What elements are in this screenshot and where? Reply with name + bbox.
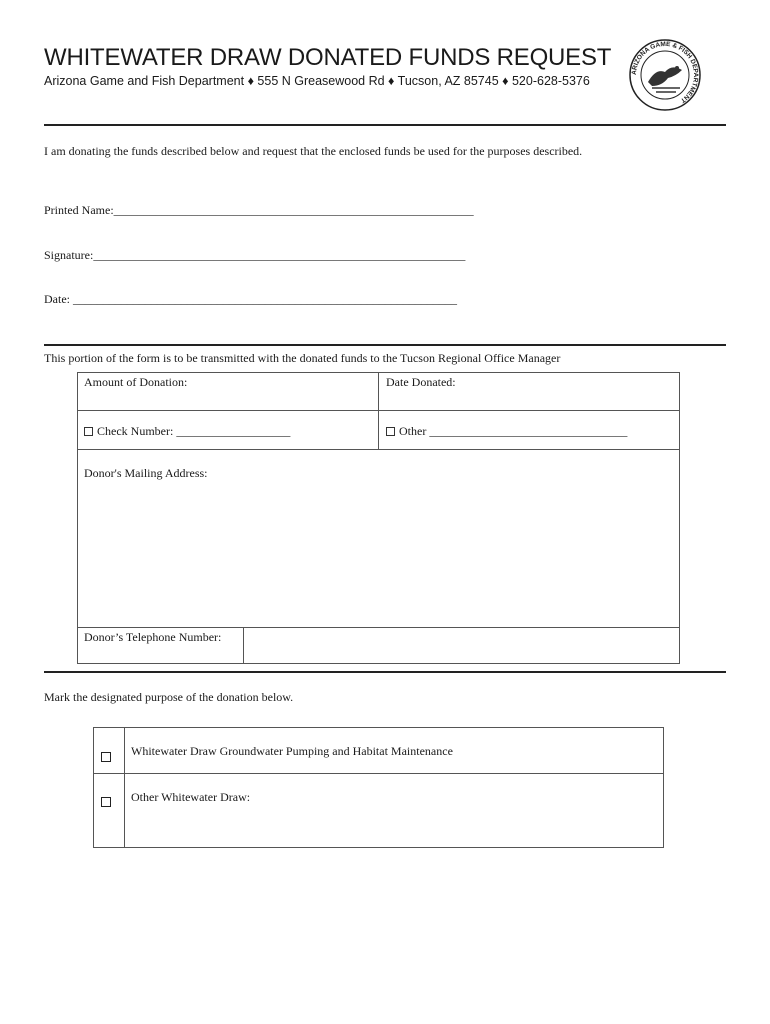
printed-name-field[interactable]: Printed Name:____________________________________________________________ <box>44 203 474 217</box>
purpose-option-groundwater: Whitewater Draw Groundwater Pumping and Habitat Maintenance <box>131 744 453 758</box>
purpose-row-divider <box>93 773 664 774</box>
telephone-label: Donor’s Telephone Number: <box>84 630 222 644</box>
table-column-divider <box>243 627 244 664</box>
purpose-checkbox-other[interactable] <box>101 797 111 807</box>
purpose-instruction: Mark the designated purpose of the donation below. <box>44 690 294 704</box>
other-purpose-input[interactable] <box>131 808 659 844</box>
agency-address: Arizona Game and Fish Department ♦ 555 N Greasewood Rd ♦ Tucson, AZ 85745 ♦ 520-628-5376 <box>44 74 590 88</box>
intro-statement: I am donating the funds described below and request that the enclosed funds be used for the purposes described. <box>44 144 583 158</box>
other-payment-checkbox[interactable] <box>386 427 395 436</box>
check-number-label: Check Number: ___________________ <box>97 424 291 438</box>
transmit-note: This portion of the form is to be transmitted with the donated funds to the Tucson Regional Office Manager <box>44 351 561 365</box>
form-title: WHITEWATER DRAW DONATED FUNDS REQUEST <box>44 44 612 71</box>
other-payment-option[interactable] <box>386 424 627 439</box>
seal-text: ARIZONA GAME & FISH DEPARTMENT <box>630 40 700 104</box>
table-row-divider <box>77 410 680 411</box>
date-donated-label: Date Donated: <box>386 375 456 389</box>
table-column-divider <box>378 372 379 450</box>
purpose-column-divider <box>124 727 125 848</box>
check-number-checkbox[interactable] <box>84 427 93 436</box>
purpose-option-other: Other Whitewater Draw: <box>131 790 251 804</box>
signature-field[interactable]: Signature:______________________________________________________________ <box>44 248 466 262</box>
other-payment-label: Other _________________________________ <box>399 424 628 438</box>
section-divider <box>44 344 726 346</box>
section-divider <box>44 671 726 673</box>
mailing-address-label: Donor's Mailing Address: <box>84 466 208 480</box>
agency-seal-icon <box>628 38 702 112</box>
date-field[interactable]: Date: ________________________________________________________________ <box>44 292 457 306</box>
purpose-checkbox-groundwater[interactable] <box>101 752 111 762</box>
header-divider <box>44 124 726 126</box>
mailing-address-input[interactable] <box>84 486 674 622</box>
table-row-divider <box>77 627 680 628</box>
amount-of-donation-label: Amount of Donation: <box>84 375 188 389</box>
table-row-divider <box>77 449 680 450</box>
check-number-option[interactable] <box>84 424 290 439</box>
telephone-input[interactable] <box>245 629 678 662</box>
